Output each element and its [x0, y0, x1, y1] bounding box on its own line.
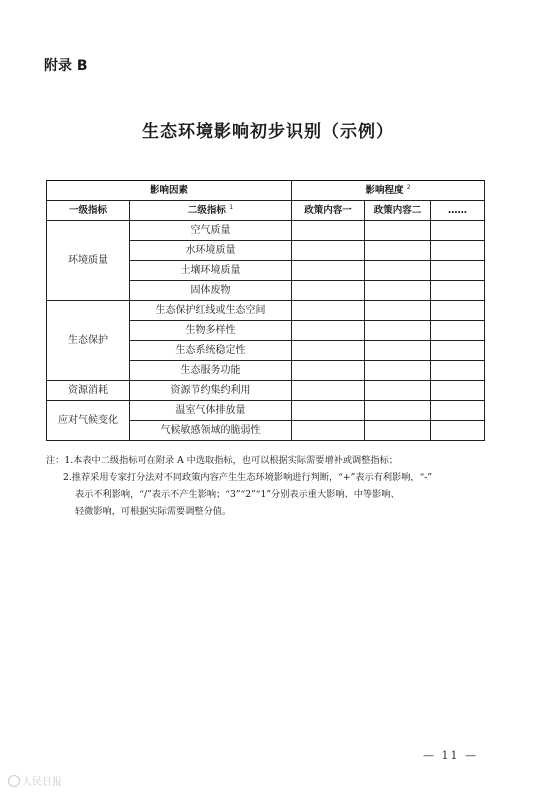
page-number: — 11 — [423, 749, 478, 762]
page-title: 生态环境影响初步识别（示例） [142, 122, 394, 142]
score-cell[interactable] [365, 361, 431, 381]
table-notes [46, 452, 496, 520]
score-cell[interactable] [431, 361, 485, 381]
note-line-3: 表示不利影响，“/”表示不产生影响；“3”“2”“1”分别表示重大影响、中等影响、 [75, 489, 400, 500]
header-factor: 影响因素 [47, 181, 292, 201]
score-cell[interactable] [292, 301, 365, 321]
score-cell[interactable] [365, 241, 431, 261]
table-row [47, 401, 485, 421]
score-cell[interactable] [431, 341, 485, 361]
level1-cell: 应对气候变化 [47, 401, 130, 441]
watermark [8, 773, 62, 788]
score-cell[interactable] [292, 381, 365, 401]
col-policy2: 政策内容二 [365, 201, 431, 221]
table-row [47, 221, 485, 241]
score-cell[interactable] [431, 221, 485, 241]
score-cell[interactable] [431, 261, 485, 281]
score-cell[interactable] [365, 421, 431, 441]
score-cell[interactable] [292, 361, 365, 381]
watermark-text: 人民日报 [22, 777, 62, 788]
score-cell[interactable] [365, 221, 431, 241]
col-more: …… [431, 201, 485, 221]
score-cell[interactable] [292, 221, 365, 241]
score-cell[interactable] [292, 261, 365, 281]
score-cell[interactable] [365, 321, 431, 341]
level2-cell: 空气质量 [130, 221, 292, 241]
level2-cell: 土壤环境质量 [130, 261, 292, 281]
score-cell[interactable] [431, 241, 485, 261]
level2-cell: 气候敏感领域的脆弱性 [130, 421, 292, 441]
level2-cell: 生物多样性 [130, 321, 292, 341]
score-cell[interactable] [292, 421, 365, 441]
level1-cell: 资源消耗 [47, 381, 130, 401]
table-row [47, 301, 485, 321]
level1-cell: 生态保护 [47, 301, 130, 381]
score-cell[interactable] [431, 301, 485, 321]
score-cell[interactable] [431, 401, 485, 421]
col-policy1: 政策内容一 [292, 201, 365, 221]
level2-cell: 生态系统稳定性 [130, 341, 292, 361]
level2-cell: 固体废物 [130, 281, 292, 301]
score-cell[interactable] [431, 421, 485, 441]
impact-table [46, 180, 485, 441]
level2-cell: 生态服务功能 [130, 361, 292, 381]
weibo-icon [8, 775, 20, 787]
score-cell[interactable] [431, 321, 485, 341]
score-cell[interactable] [365, 301, 431, 321]
level2-cell: 生态保护红线或生态空间 [130, 301, 292, 321]
score-cell[interactable] [431, 381, 485, 401]
score-cell[interactable] [365, 281, 431, 301]
score-cell[interactable] [292, 341, 365, 361]
note-line-4: 轻微影响，可根据实际需要调整分值。 [75, 506, 232, 517]
score-cell[interactable] [365, 261, 431, 281]
score-cell[interactable] [292, 241, 365, 261]
note-line-1: 注：1.本表中二级指标可在附录 A 中选取指标，也可以根据实际需要增补或调整指标； [46, 455, 398, 466]
level2-cell: 温室气体排放量 [130, 401, 292, 421]
score-cell[interactable] [365, 341, 431, 361]
score-cell[interactable] [292, 321, 365, 341]
score-cell[interactable] [292, 281, 365, 301]
score-cell[interactable] [431, 281, 485, 301]
level1-cell: 环境质量 [47, 221, 130, 301]
level2-cell: 水环境质量 [130, 241, 292, 261]
appendix-label: 附录 B [44, 58, 88, 74]
table-row [47, 381, 485, 401]
col-level1: 一级指标 [47, 201, 130, 221]
score-cell[interactable] [365, 401, 431, 421]
col-level2: 二级指标 $^1$ [130, 201, 292, 221]
level2-cell: 资源节约集约利用 [130, 381, 292, 401]
header-degree: 影响程度 $^2$ [292, 181, 485, 201]
note-line-2: 2.推荐采用专家打分法对不同政策内容产生生态环境影响进行判断，“+”表示有利影响，“-” [63, 472, 433, 483]
score-cell[interactable] [365, 381, 431, 401]
score-cell[interactable] [292, 401, 365, 421]
